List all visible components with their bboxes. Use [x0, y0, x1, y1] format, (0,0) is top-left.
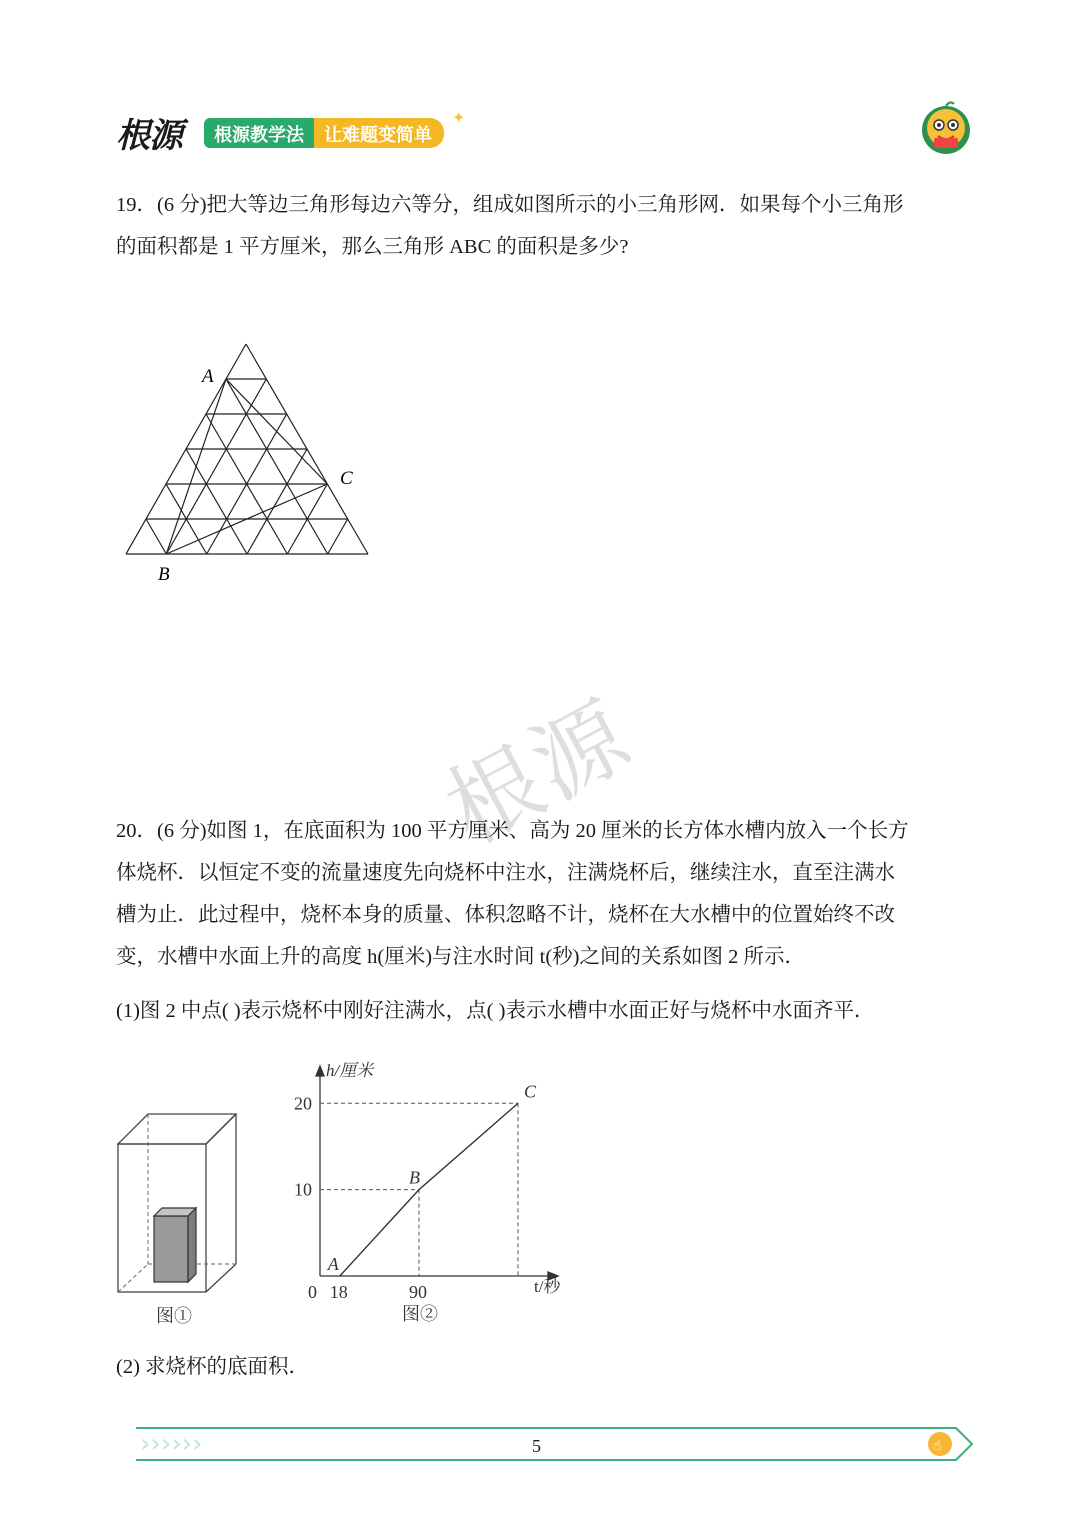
footer-bar	[136, 1424, 976, 1464]
beaker-shape	[154, 1208, 196, 1282]
q20-line-1: 20．(6 分)如图 1，在底面积为 100 平方厘米、高为 20 厘米的长方体水槽内放入一个长方	[116, 820, 909, 842]
segment-ab	[166, 379, 226, 554]
x-tick-label: 90	[409, 1282, 427, 1302]
q20-line-4: 变，水槽中水面上升的高度 h(厘米)与注水时间 t(秒)之间的关系如图 2 所示．	[116, 946, 806, 968]
y-tick-label: 20	[294, 1093, 312, 1114]
tagline-left: 根源教学法	[204, 118, 314, 148]
svg-text:☝: ☝	[933, 1438, 942, 1454]
triangle-grid-figure	[110, 330, 390, 590]
question-20	[116, 810, 966, 978]
label-a: A	[202, 366, 214, 387]
series-line	[340, 1103, 518, 1276]
y-tick-label: 10	[294, 1179, 312, 1200]
grid-diag-left	[226, 379, 328, 554]
fig1-caption: 图①	[156, 1306, 192, 1326]
x-tick-label: 0	[308, 1282, 317, 1302]
q19-line-1: 19．(6 分)把大等边三角形每边六等分，组成如图所示的小三角形网．如果每个小三角形	[116, 194, 904, 216]
point-label-A: A	[327, 1254, 339, 1274]
grid-diag-left	[146, 519, 166, 554]
y-axis-label: h/厘米	[326, 1061, 374, 1080]
grid-diag-left	[186, 449, 247, 554]
grid-diag-right	[247, 449, 307, 554]
q20-line-2: 体烧杯．以恒定不变的流量速度先向烧杯中注水，注满烧杯后，继续注水，直至注满水	[116, 862, 895, 884]
brand-tagline	[204, 118, 444, 148]
pointing-hand-icon	[928, 1432, 952, 1456]
y-axis-arrow	[316, 1066, 324, 1076]
figure-1-tank	[112, 1108, 242, 1328]
q20-line-3: 槽为止．此过程中，烧杯本身的质量、体积忽略不计，烧杯在大水槽中的位置始终不改	[116, 904, 895, 926]
tagline-right: 让难题变简单	[314, 118, 444, 148]
footer-chevrons: ››››››	[140, 1429, 203, 1459]
x-axis-label: t/秒	[534, 1277, 561, 1296]
q20-part-1-text: (1)图 2 中点( )表示烧杯中刚好注满水，点( )表示水槽中水面正好与烧杯中水面齐平．	[116, 1000, 875, 1022]
x-tick-label: 18	[329, 1282, 348, 1302]
q20-part-1	[116, 990, 966, 1032]
brand-logo: 根源	[116, 116, 182, 156]
page-number: 5	[532, 1436, 541, 1456]
q19-line-2: 的面积都是 1 平方厘米，那么三角形 ABC 的面积是多少?	[116, 236, 629, 258]
segment-ca	[226, 379, 327, 484]
sparkle-icon: ✦	[452, 110, 466, 127]
grid-diag-right	[328, 519, 348, 554]
fig2-caption: 图②	[402, 1304, 438, 1324]
bee-mascot-icon	[916, 98, 976, 158]
question-19	[116, 184, 966, 268]
label-b: B	[158, 564, 170, 585]
watermark: 根源	[429, 680, 650, 865]
q20-part-2-text: (2) 求烧杯的底面积．	[116, 1356, 310, 1378]
point-label-C: C	[524, 1081, 537, 1102]
label-c: C	[340, 468, 353, 489]
q20-part-2	[116, 1346, 966, 1388]
figure-2-chart	[290, 1052, 580, 1332]
point-label-B: B	[409, 1167, 420, 1188]
